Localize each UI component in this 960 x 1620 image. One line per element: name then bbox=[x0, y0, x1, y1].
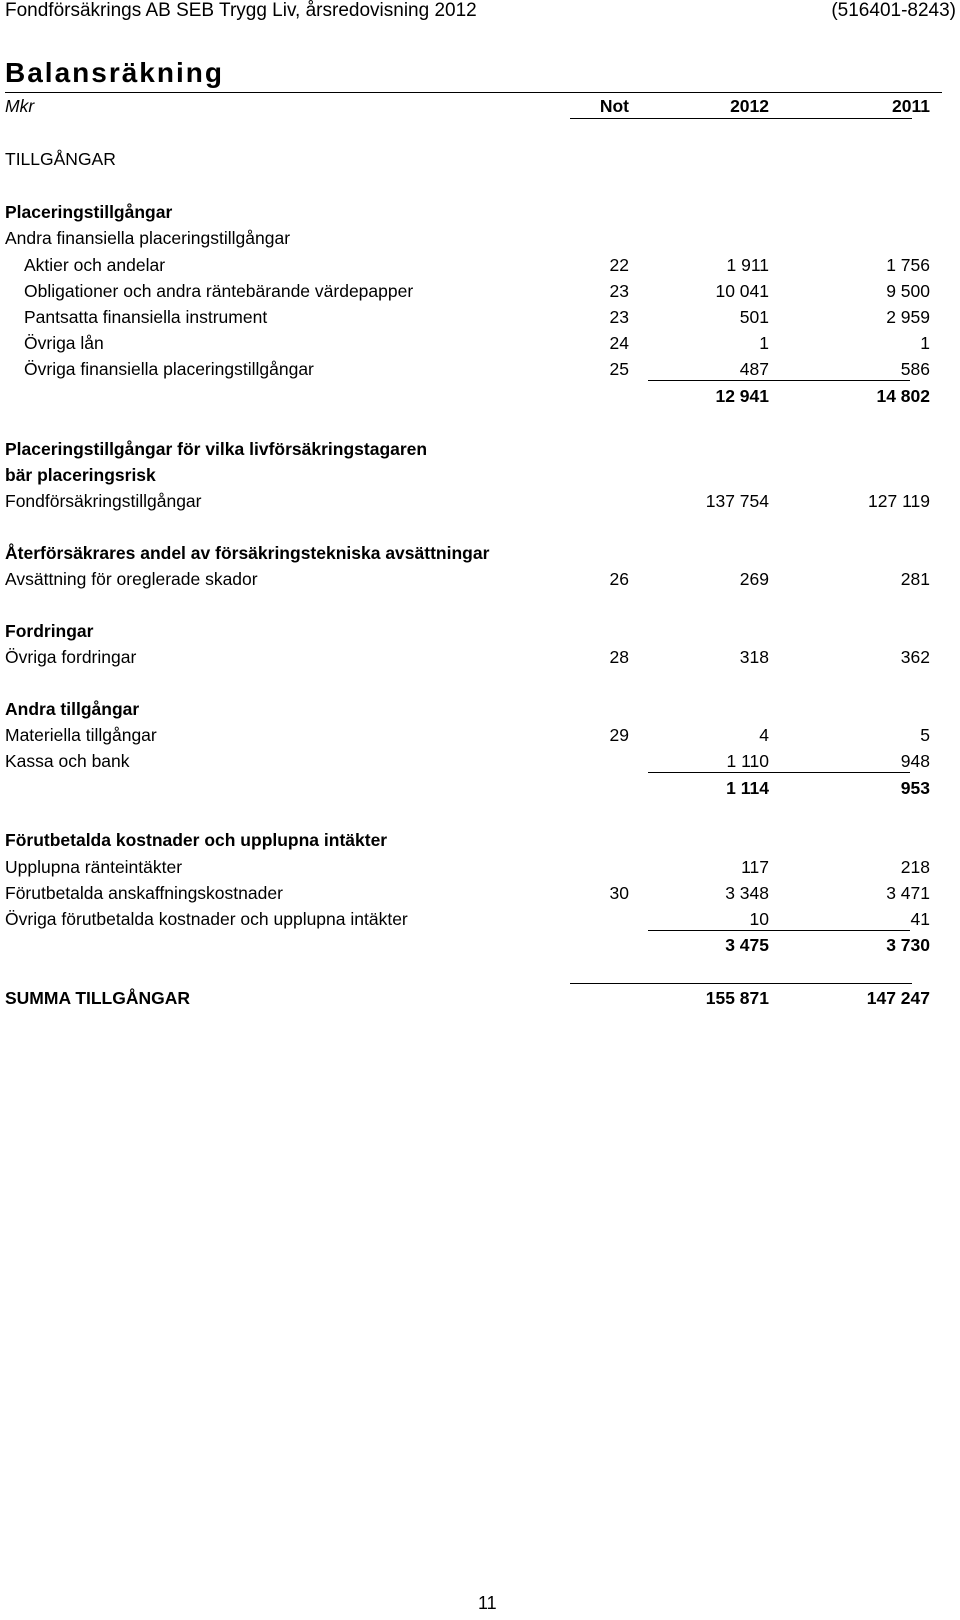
subtotal-2012: 1 114 bbox=[726, 778, 769, 798]
section-heading: Fordringar bbox=[5, 621, 94, 641]
row-label: Obligationer och andra räntebärande värdepapper bbox=[24, 281, 414, 301]
table-row bbox=[5, 357, 942, 381]
row-note: 30 bbox=[609, 883, 629, 903]
column-header-underline bbox=[570, 118, 912, 119]
row-label: Materiella tillgångar bbox=[5, 725, 157, 745]
row-label: Förutbetalda anskaffningskostnader bbox=[5, 883, 283, 903]
section-heading-row bbox=[5, 619, 942, 643]
row-note: 23 bbox=[609, 307, 629, 327]
section-heading: Förutbetalda kostnader och upplupna intäkter bbox=[5, 830, 388, 850]
section-heading-row bbox=[5, 828, 942, 852]
row-value-2011: 9 500 bbox=[886, 281, 930, 301]
section-heading-row bbox=[5, 437, 942, 461]
row-value-2012: 318 bbox=[739, 647, 769, 667]
row-label: Avsättning för oreglerade skador bbox=[5, 569, 258, 589]
year-2012-header: 2012 bbox=[730, 96, 769, 116]
org-number: (516401-8243) bbox=[831, 0, 956, 21]
table-row bbox=[5, 305, 942, 329]
row-value-2011: 281 bbox=[900, 569, 930, 589]
row-value-2012: 487 bbox=[739, 359, 769, 379]
section-heading-row bbox=[5, 463, 942, 487]
row-value-2011: 586 bbox=[900, 359, 930, 379]
row-value-2011: 127 119 bbox=[868, 491, 930, 511]
row-label: Pantsatta finansiella instrument bbox=[24, 307, 268, 327]
row-value-2011: 3 471 bbox=[886, 883, 930, 903]
row-label: Aktier och andelar bbox=[24, 255, 166, 275]
subtotal-row bbox=[5, 776, 942, 800]
row-value-2012: 1 bbox=[759, 333, 769, 353]
row-value-2011: 1 756 bbox=[886, 255, 930, 275]
row-value-2011: 5 bbox=[920, 725, 930, 745]
table-row bbox=[5, 881, 942, 905]
row-value-2012: 1 911 bbox=[726, 255, 769, 275]
title-divider bbox=[5, 92, 942, 93]
assets-heading-row bbox=[5, 147, 942, 171]
section-heading: Placeringstillgångar bbox=[5, 202, 173, 222]
section-subheading: Andra finansiella placeringstillgångar bbox=[5, 228, 291, 248]
note-column-header: Not bbox=[599, 96, 629, 116]
section-heading-row bbox=[5, 200, 942, 224]
subtotal-rule bbox=[648, 380, 910, 381]
row-value-2012: 137 754 bbox=[705, 491, 769, 511]
row-note: 28 bbox=[609, 647, 629, 667]
row-note: 24 bbox=[609, 333, 629, 353]
table-row bbox=[5, 253, 942, 277]
row-note: 29 bbox=[609, 725, 629, 745]
section-heading: Andra tillgångar bbox=[5, 699, 140, 719]
row-value-2012: 10 bbox=[749, 909, 769, 929]
row-value-2012: 269 bbox=[739, 569, 769, 589]
grand-total-row bbox=[5, 986, 942, 1010]
row-label: Övriga fordringar bbox=[5, 647, 137, 667]
section-heading-row bbox=[5, 697, 942, 721]
row-label: Upplupna ränteintäkter bbox=[5, 857, 183, 877]
column-header-row bbox=[5, 94, 942, 118]
row-value-2012: 501 bbox=[739, 307, 769, 327]
row-value-2011: 2 959 bbox=[886, 307, 930, 327]
row-value-2011: 362 bbox=[900, 647, 930, 667]
unit-label: Mkr bbox=[5, 96, 35, 116]
subtotal-2011: 3 730 bbox=[886, 935, 930, 955]
page-title: Balansräkning bbox=[5, 57, 224, 88]
row-value-2012: 10 041 bbox=[715, 281, 769, 301]
year-2011-header: 2011 bbox=[892, 96, 930, 116]
subtotal-2011: 14 802 bbox=[876, 386, 930, 406]
table-row bbox=[5, 645, 942, 669]
row-value-2012: 117 bbox=[741, 857, 769, 877]
subtotal-2012: 12 941 bbox=[715, 386, 769, 406]
row-note: 23 bbox=[609, 281, 629, 301]
grand-total-label: SUMMA TILLGÅNGAR bbox=[5, 988, 191, 1008]
grand-total-2012: 155 871 bbox=[705, 988, 769, 1008]
section-heading: Återförsäkrares andel av försäkringstekniska avsättningar bbox=[5, 543, 490, 563]
section-heading-row bbox=[5, 541, 942, 565]
row-label: Övriga förutbetalda kostnader och upplupna intäkter bbox=[5, 909, 408, 929]
grand-total-rule bbox=[570, 983, 912, 984]
subtotal-rule bbox=[648, 930, 910, 931]
subtotal-rule bbox=[648, 772, 910, 773]
table-row bbox=[5, 907, 942, 931]
row-value-2011: 948 bbox=[900, 751, 930, 771]
table-row bbox=[5, 723, 942, 747]
table-row bbox=[5, 749, 942, 773]
row-value-2012: 4 bbox=[759, 725, 769, 745]
subtotal-row bbox=[5, 933, 942, 957]
row-label: Fondförsäkringstillgångar bbox=[5, 491, 202, 511]
subtotal-2012: 3 475 bbox=[725, 935, 769, 955]
row-value-2011: 1 bbox=[920, 333, 930, 353]
section-heading: Placeringstillgångar för vilka livförsäkringstagaren bbox=[5, 439, 428, 459]
row-value-2012: 1 110 bbox=[726, 751, 769, 771]
subtotal-2011: 953 bbox=[900, 778, 930, 798]
grand-total-2011: 147 247 bbox=[866, 988, 930, 1008]
row-label: Övriga finansiella placeringstillgångar bbox=[24, 359, 314, 379]
row-note: 26 bbox=[609, 569, 629, 589]
row-label: Övriga lån bbox=[24, 333, 104, 353]
row-note: 25 bbox=[609, 359, 629, 379]
page-header bbox=[5, 0, 956, 26]
assets-heading: TILLGÅNGAR bbox=[5, 149, 116, 169]
table-row bbox=[5, 331, 942, 355]
report-title: Fondförsäkrings AB SEB Trygg Liv, årsredovisning 2012 bbox=[5, 0, 477, 21]
table-row bbox=[5, 855, 942, 879]
section-heading-continued: bär placeringsrisk bbox=[5, 465, 156, 485]
row-value-2011: 218 bbox=[900, 857, 930, 877]
section-subheading-row bbox=[5, 226, 942, 250]
table-row bbox=[5, 489, 942, 513]
page-number: 11 bbox=[478, 1593, 497, 1613]
row-value-2012: 3 348 bbox=[725, 883, 769, 903]
row-note: 22 bbox=[609, 255, 629, 275]
subtotal-row bbox=[5, 384, 942, 408]
row-value-2011: 41 bbox=[910, 909, 930, 929]
table-row bbox=[5, 279, 942, 303]
row-label: Kassa och bank bbox=[5, 751, 130, 771]
table-row bbox=[5, 567, 942, 591]
